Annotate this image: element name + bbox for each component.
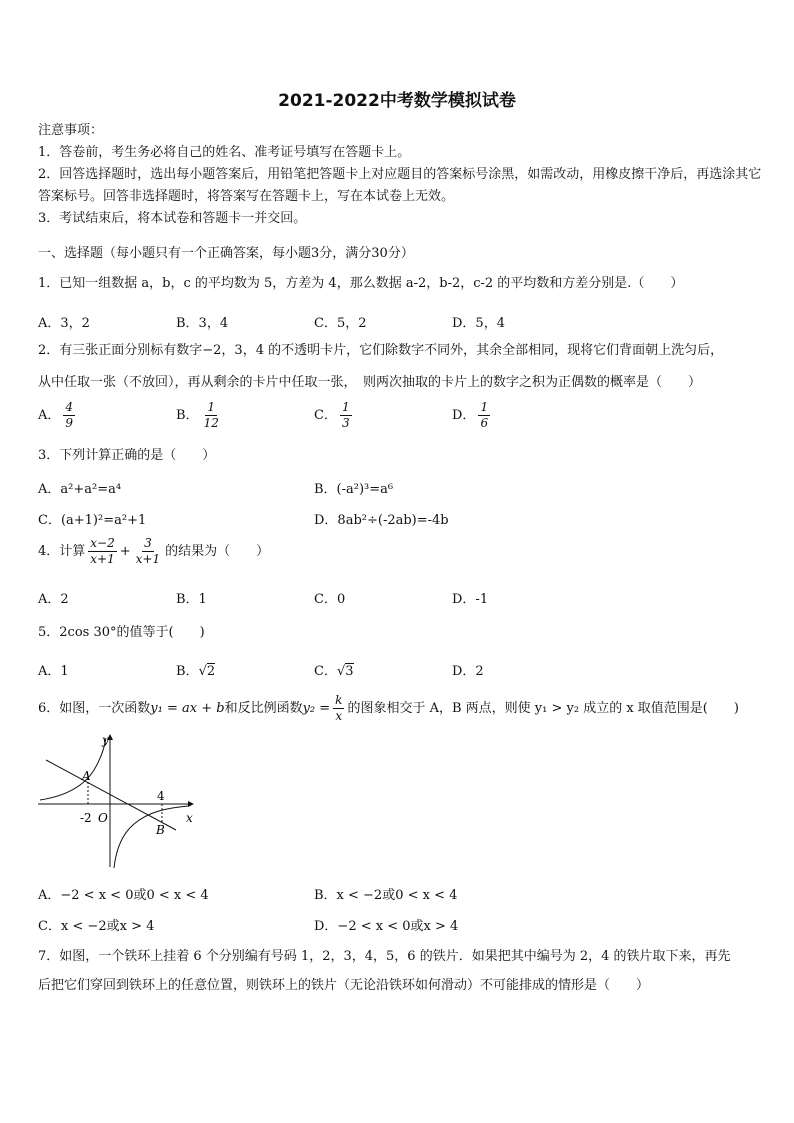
q6-stem: 6．如图，一次函数y₁ = ax + b和反比例函数y₂ = $\frac{k}{x}$ 的图象相交于 A，B 两点，则使 y₁ > y₂ 成立的 x 取值范围是( ): [38, 693, 739, 723]
x-axis-label: x: [186, 811, 193, 825]
notes-item-3: 3．考试结束后，将本试卷和答题卡一并交回。: [38, 211, 307, 226]
q4-option-b: B．1: [176, 592, 207, 607]
q5-option-c: C．√3: [314, 664, 354, 679]
q4-option-a: A．2: [38, 592, 69, 607]
point-b-label: B: [156, 823, 165, 837]
y-axis-label: y: [102, 733, 109, 747]
q5-option-d: D．2: [452, 664, 484, 679]
section-heading: 一、选择题（每小题只有一个正确答案，每小题3分，满分30分）: [38, 246, 414, 261]
notes-heading: 注意事项：: [38, 123, 104, 138]
q2-option-c: C． $\frac{1}{3}$: [314, 400, 350, 430]
q3-option-b: B．(-a²)³=a⁶: [314, 482, 394, 497]
q4-option-c: C．0: [314, 592, 346, 607]
point-a-label: A: [82, 769, 91, 783]
notes-item-2: 2．回答选择题时，选出每小题答案后，用铅笔把答题卡上对应题目的答案标号涂黑，如需改动，用橡皮擦干净后，再选涂其它答案标号。回答非选择题时，将答案写在答题卡上，写在本试卷上无效。: [38, 167, 762, 204]
notes-block: [38, 120, 764, 230]
origin-label: O: [98, 811, 108, 825]
q3-stem: 3．下列计算正确的是（ ）: [38, 448, 216, 463]
q6-option-b: B．x < −2或0 < x < 4: [314, 888, 458, 903]
q7-stem-line2: 后把它们穿回到铁环上的任意位置，则铁环上的铁片（无论沿铁环如何滑动）不可能排成的情形是（ ）: [38, 978, 650, 993]
tick-label-neg2: -2: [80, 811, 92, 825]
q2-option-a: A． $\frac{4}{9}$: [38, 400, 74, 430]
q1-option-d: D．5，4: [452, 316, 505, 331]
q2-stem-line1: 2．有三张正面分别标有数字−2，3，4 的不透明卡片，它们除数字不同外，其余全部相同，现将它们背面朝上洗匀后，: [38, 343, 724, 358]
q7-stem-line1: 7．如图，一个铁环上挂着 6 个分别编有号码 1，2，3，4，5，6 的铁片．如果把其中编号为 2，4 的铁片取下来，再先: [38, 949, 731, 964]
q2-option-d: D． $\frac{1}{6}$: [452, 400, 489, 430]
q6-option-a: A．−2 < x < 0或0 < x < 4: [38, 888, 209, 903]
q1-stem: 1．已知一组数据 a，b，c 的平均数为 5，方差为 4，那么数据 a-2，b-2，c-2 的平均数和方差分别是.（ ）: [38, 276, 684, 291]
x-axis-arrow-icon: [188, 801, 194, 807]
q3-option-d: D．8ab²÷(-2ab)=-4b: [314, 513, 449, 528]
page-title: 2021-2022中考数学模拟试卷: [278, 91, 516, 111]
tick-label-4: 4: [157, 789, 165, 803]
q1-option-b: B．3，4: [176, 316, 229, 331]
q5-option-a: A．1: [38, 664, 69, 679]
q3-option-a: A．a²+a²=a⁴: [38, 482, 122, 497]
q1-option-c: C．5，2: [314, 316, 367, 331]
inverse-function-branch-upper: [40, 738, 106, 800]
inverse-function-branch-lower: [114, 806, 188, 868]
function-graph: [36, 732, 196, 872]
q6-option-d: D．−2 < x < 0或x > 4: [314, 919, 459, 934]
q5-stem: 5．2cos 30°的值等于( ): [38, 625, 205, 640]
q2-option-b: B． $\frac{1}{12}$: [176, 400, 219, 430]
q3-option-c: C．(a+1)²=a²+1: [38, 513, 147, 528]
q5-option-b: B．√2: [176, 664, 216, 679]
q4-stem: 4．计算 $\frac{x-2}{x+1}$ + $\frac{3}{x+1}$ 的结果为（ ）: [38, 536, 270, 566]
notes-item-1: 1．答卷前，考生务必将自己的姓名、准考证号填写在答题卡上。: [38, 145, 411, 160]
q1-option-a: A．3，2: [38, 316, 90, 331]
q2-stem-line2: 从中任取一张（不放回），再从剩余的卡片中任取一张， 则两次抽取的卡片上的数字之积为正偶数的概率是（ ）: [38, 375, 702, 390]
q4-option-d: D．-1: [452, 592, 489, 607]
q6-option-c: C．x < −2或x > 4: [38, 919, 155, 934]
